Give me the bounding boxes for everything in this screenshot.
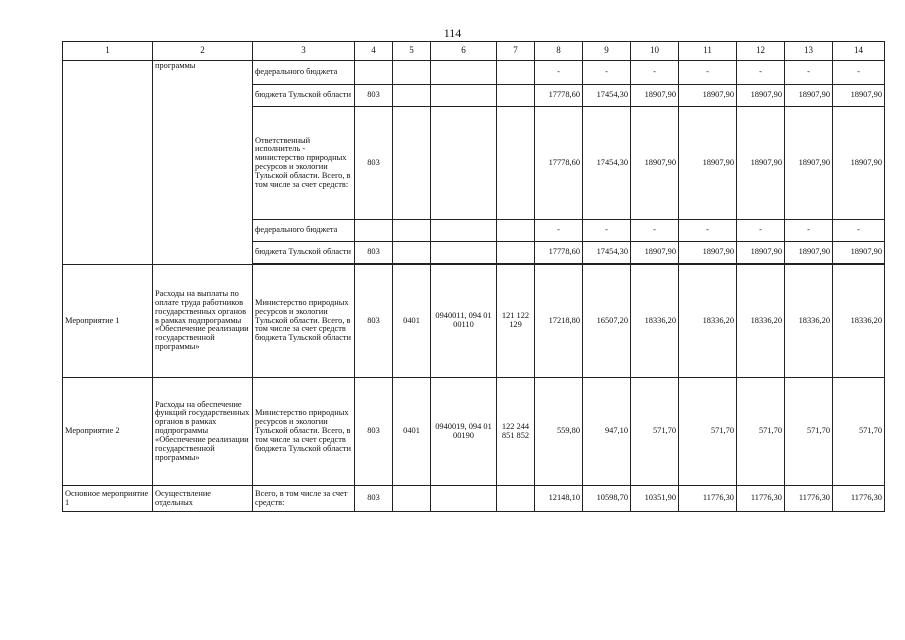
cell-empty	[63, 61, 153, 265]
cell-expense-type: 121 122 129	[497, 265, 535, 378]
cell-section-code: 0401	[393, 265, 431, 378]
cell-measure-name: Основное мероприятие 1	[63, 486, 153, 512]
cell-value: 11776,30	[833, 486, 885, 512]
cell-value: 571,70	[737, 378, 785, 486]
cell-value: 571,70	[679, 378, 737, 486]
table-row	[63, 61, 885, 85]
col-header: 1	[63, 42, 153, 61]
cell-empty	[393, 107, 431, 220]
cell-value: 12148,10	[535, 486, 583, 512]
cell-value: 11776,30	[679, 486, 737, 512]
cell-measure-description: Осуществление отдельных	[153, 486, 253, 512]
cell-empty	[497, 242, 535, 264]
cell-value: 18336,20	[631, 265, 679, 378]
cell-empty	[497, 107, 535, 220]
cell-value: 18907,90	[679, 242, 737, 264]
cell-measure-description: Расходы на выплаты по оплате труда работников государственных органов в рамках подпрограммы «Обеспечение реализации государственной программы»	[153, 265, 253, 378]
cell-value: 17454,30	[583, 107, 631, 220]
cell-value: 16507,20	[583, 265, 631, 378]
cell-value: 17454,30	[583, 85, 631, 107]
cell-executor-label: Ответственный исполнитель - министерство природных ресурсов и экологии Тульской области. Всего, в том числе за счет средств:	[253, 107, 355, 220]
col-header: 8	[535, 42, 583, 61]
cell-value: -	[679, 61, 737, 85]
cell-value: -	[833, 220, 885, 242]
cell-value: 18907,90	[737, 85, 785, 107]
cell-value: 18907,90	[631, 242, 679, 264]
cell-subprogram-name: программы	[153, 61, 253, 265]
cell-value: 947,10	[583, 378, 631, 486]
col-header: 2	[153, 42, 253, 61]
cell-empty	[393, 85, 431, 107]
col-header: 7	[497, 42, 535, 61]
cell-source-label: бюджета Тульской области	[253, 85, 355, 107]
cell-empty	[497, 85, 535, 107]
cell-executor-label: Всего, в том числе за счет средств:	[253, 486, 355, 512]
cell-value: 18907,90	[631, 107, 679, 220]
cell-empty	[393, 61, 431, 85]
cell-value: 571,70	[833, 378, 885, 486]
cell-measure-name: Мероприятие 1	[63, 265, 153, 378]
col-header: 3	[253, 42, 355, 61]
cell-empty	[431, 61, 497, 85]
col-header: 12	[737, 42, 785, 61]
cell-value: -	[737, 61, 785, 85]
cell-value: 18336,20	[679, 265, 737, 378]
cell-value: 18907,90	[679, 85, 737, 107]
cell-empty	[393, 486, 431, 512]
cell-code: 803	[355, 107, 393, 220]
cell-value: 18907,90	[785, 107, 833, 220]
cell-empty	[431, 220, 497, 242]
cell-value: -	[785, 220, 833, 242]
table-row	[63, 486, 885, 512]
cell-value: 571,70	[785, 378, 833, 486]
cell-empty	[497, 61, 535, 85]
cell-value: 11776,30	[785, 486, 833, 512]
cell-empty	[497, 220, 535, 242]
col-header: 9	[583, 42, 631, 61]
cell-value: 18336,20	[737, 265, 785, 378]
cell-code: 803	[355, 486, 393, 512]
cell-code: 803	[355, 242, 393, 264]
cell-section-code: 0401	[393, 378, 431, 486]
col-header: 11	[679, 42, 737, 61]
cell-value: -	[631, 61, 679, 85]
cell-value: 10351,90	[631, 486, 679, 512]
cell-value: 18336,20	[785, 265, 833, 378]
col-header: 14	[833, 42, 885, 61]
col-header: 6	[431, 42, 497, 61]
cell-executor-label: Министерство природных ресурсов и экологии Тульской области. Всего, в том числе за счет средств бюджета Тульской области	[253, 378, 355, 486]
cell-value: 18907,90	[785, 242, 833, 264]
cell-value: 18907,90	[785, 85, 833, 107]
cell-source-label: бюджета Тульской области	[253, 242, 355, 264]
cell-value: 17778,60	[535, 85, 583, 107]
page-number: 114	[443, 26, 462, 40]
cell-code: 803	[355, 378, 393, 486]
cell-value: 10598,70	[583, 486, 631, 512]
cell-empty	[431, 486, 497, 512]
cell-value: -	[631, 220, 679, 242]
cell-value: -	[737, 220, 785, 242]
cell-value: -	[535, 220, 583, 242]
table-row	[63, 265, 885, 378]
cell-value: 18336,20	[833, 265, 885, 378]
table-row	[63, 378, 885, 486]
cell-value: 18907,90	[833, 242, 885, 264]
cell-value: 18907,90	[737, 242, 785, 264]
cell-value: 18907,90	[737, 107, 785, 220]
cell-value: 18907,90	[631, 85, 679, 107]
cell-empty	[431, 242, 497, 264]
cell-value: 11776,30	[737, 486, 785, 512]
cell-target-code: 0940011, 094 01 00110	[431, 265, 497, 378]
cell-value: 571,70	[631, 378, 679, 486]
cell-source-label: федерального бюджета	[253, 220, 355, 242]
cell-source-label: федерального бюджета	[253, 61, 355, 85]
cell-value: -	[583, 61, 631, 85]
cell-expense-type: 122 244 851 852	[497, 378, 535, 486]
cell-value: -	[785, 61, 833, 85]
cell-value: -	[583, 220, 631, 242]
cell-empty	[497, 486, 535, 512]
cell-value: 18907,90	[833, 107, 885, 220]
cell-value: 18907,90	[679, 107, 737, 220]
cell-empty	[431, 107, 497, 220]
cell-empty	[355, 61, 393, 85]
budget-table	[62, 41, 885, 512]
cell-executor-label: Министерство природных ресурсов и экологии Тульской области. Всего, в том числе за счет средств бюджета Тульской области	[253, 265, 355, 378]
cell-value: -	[535, 61, 583, 85]
cell-empty	[393, 220, 431, 242]
cell-value: 17218,80	[535, 265, 583, 378]
cell-code: 803	[355, 265, 393, 378]
col-header: 5	[393, 42, 431, 61]
cell-value: -	[833, 61, 885, 85]
col-header: 10	[631, 42, 679, 61]
cell-empty	[355, 220, 393, 242]
cell-value: 559,80	[535, 378, 583, 486]
header-row	[63, 42, 885, 61]
cell-measure-description: Расходы на обеспечение функций государственных органов в рамках подпрограммы «Обеспечение реализации государственной программы»	[153, 378, 253, 486]
cell-value: -	[679, 220, 737, 242]
col-header: 13	[785, 42, 833, 61]
cell-target-code: 0940019, 094 01 00190	[431, 378, 497, 486]
cell-measure-name: Мероприятие 2	[63, 378, 153, 486]
cell-code: 803	[355, 85, 393, 107]
cell-empty	[393, 242, 431, 264]
cell-empty	[431, 85, 497, 107]
cell-value: 18907,90	[833, 85, 885, 107]
col-header: 4	[355, 42, 393, 61]
cell-value: 17778,60	[535, 242, 583, 264]
cell-value: 17454,30	[583, 242, 631, 264]
cell-value: 17778,60	[535, 107, 583, 220]
